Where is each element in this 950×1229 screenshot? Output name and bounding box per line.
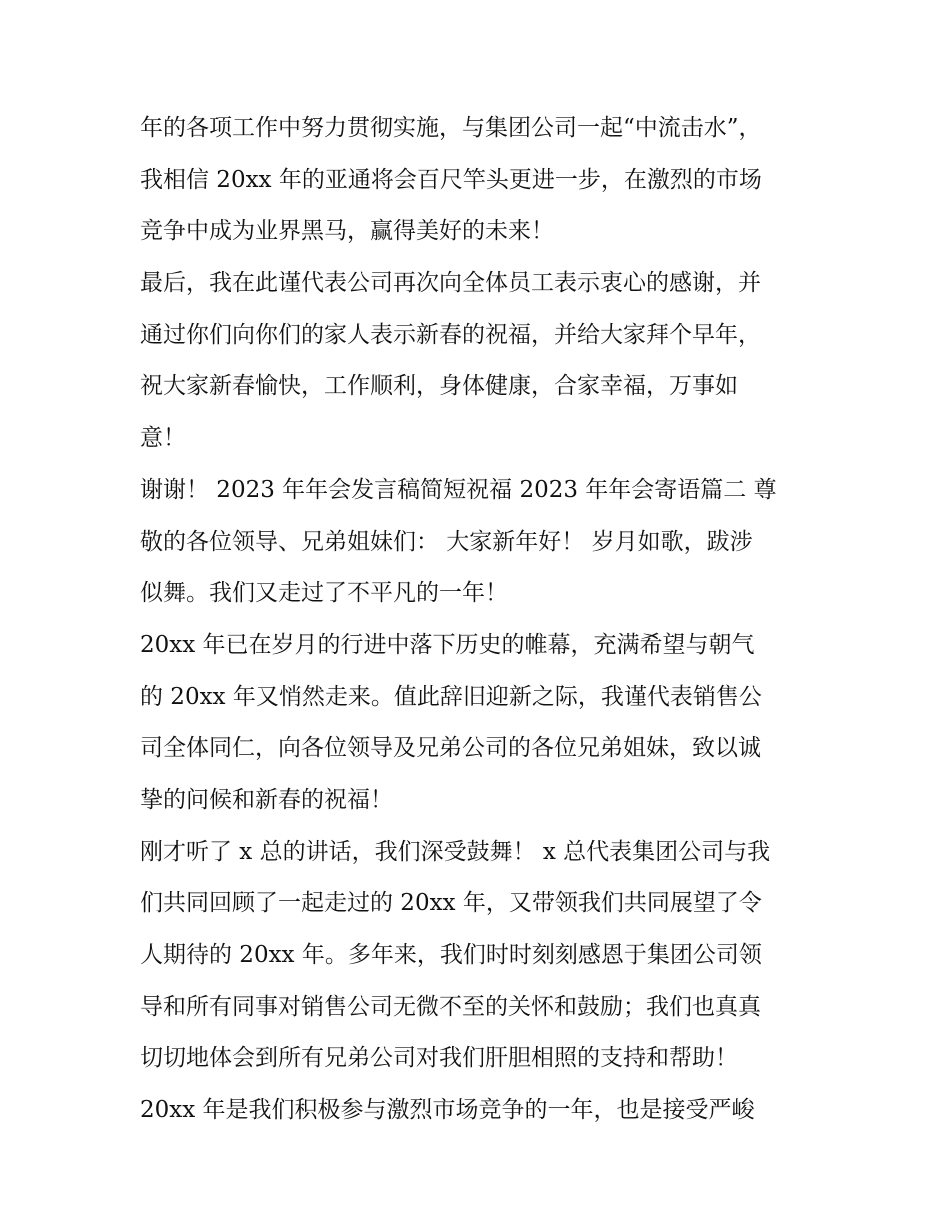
text-line: 意！ [140, 425, 186, 452]
text-line: 通过你们向你们的家人表示新春的祝福，并给大家拜个早年， [140, 321, 761, 348]
text-line: 似舞。我们又走过了不平凡的一年！ [140, 580, 508, 607]
text-line: 的 20xx 年又悄然走来。值此辞旧迎新之际，我谨代表销售公 [140, 683, 762, 710]
text-line: 刚才听了 x 总的讲话，我们深受鼓舞！ x 总代表集团公司与我 [140, 838, 771, 865]
text-line: 人期待的 20xx 年。多年来，我们时时刻刻感恩于集团公司领 [140, 942, 762, 968]
text-line: 20xx 年是我们积极参与激烈市场竞争的一年，也是接受严峻 [140, 1097, 755, 1124]
text-line: 谢谢！ 2023 年年会发言稿简短祝福 2023 年年会寄语篇二 尊 [140, 476, 777, 503]
text-line: 导和所有同事对销售公司无微不至的关怀和鼓励；我们也真真 [140, 993, 761, 1020]
text-line: 我相信 20xx 年的亚通将会百尺竿头更进一步，在激烈的市场 [140, 166, 762, 193]
text-line: 们共同回顾了一起走过的 20xx 年，又带领我们共同展望了令 [140, 890, 762, 917]
text-line: 切切地体会到所有兄弟公司对我们肝胆相照的支持和帮助！ [140, 1045, 738, 1072]
text-line: 最后，我在此谨代表公司再次向全体员工表示衷心的感谢，并 [140, 270, 761, 297]
text-line: 竞争中成为业界黑马，赢得美好的未来！ [140, 218, 554, 245]
text-line: 司全体同仁，向各位领导及兄弟公司的各位兄弟姐妹，致以诚 [140, 735, 761, 762]
text-line: 挚的问候和新春的祝福！ [140, 786, 393, 813]
text-line: 敬的各位领导、兄弟姐妹们： 大家新年好！ 岁月如歌，跋涉 [140, 528, 753, 555]
text-line: 祝大家新春愉快，工作顺利，身体健康，合家幸福，万事如 [140, 373, 738, 400]
body-text [140, 103, 820, 1137]
text-line: 20xx 年已在岁月的行进中落下历史的帷幕，充满希望与朝气 [140, 631, 755, 658]
text-line: 年的各项工作中努力贯彻实施，与集团公司一起“中流击水”， [140, 115, 762, 141]
